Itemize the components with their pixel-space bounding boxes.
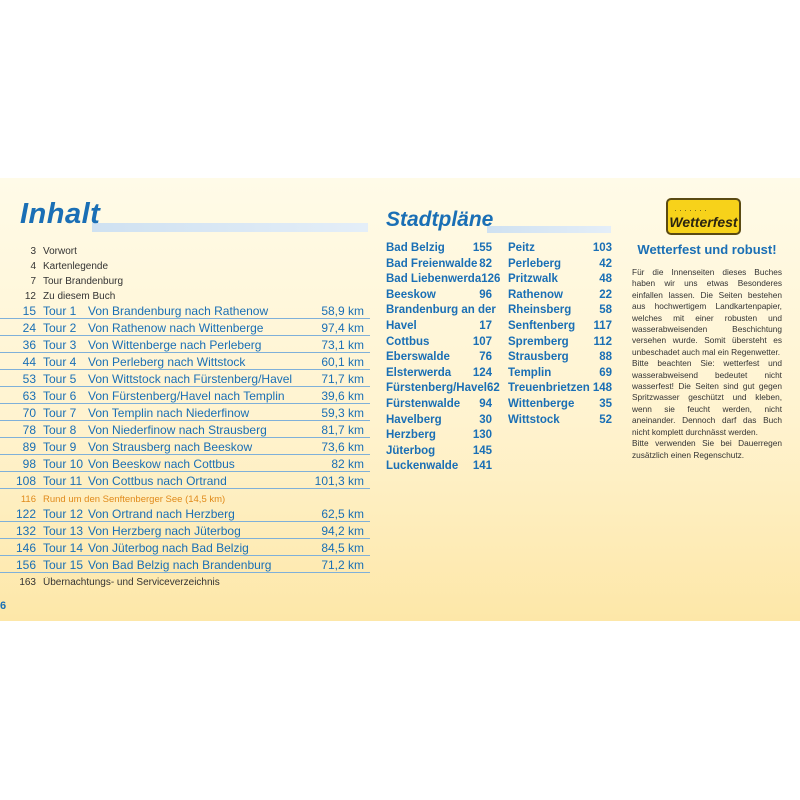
city-entry bbox=[386, 304, 496, 320]
toc-entry-text: Von Herzberg nach Jüterbog bbox=[88, 524, 241, 538]
toc-page-number: 15 bbox=[22, 304, 36, 318]
city-entry bbox=[386, 289, 492, 305]
toc-entry-text: Tour Brandenburg bbox=[43, 276, 124, 287]
city-name: Templin bbox=[508, 366, 552, 379]
city-entry bbox=[386, 414, 492, 430]
city-page: 107 bbox=[472, 335, 492, 348]
city-page: 88 bbox=[599, 351, 612, 364]
toc-entry bbox=[0, 522, 370, 539]
toc-distance: 73,6 km bbox=[321, 440, 364, 454]
city-entry bbox=[386, 429, 492, 445]
toc-tour-label: Tour 13 bbox=[43, 524, 84, 538]
toc-entry bbox=[0, 455, 370, 472]
table-of-contents bbox=[0, 242, 370, 588]
toc-entry-text: Von Rathenow nach Wittenberge bbox=[88, 321, 264, 335]
toc-entry-text: Von Niederfinow nach Strausberg bbox=[88, 423, 267, 437]
city-entry bbox=[508, 367, 612, 383]
city-entry bbox=[386, 445, 492, 461]
wetterfest-badge bbox=[666, 198, 741, 235]
title-underline-bar bbox=[92, 223, 368, 232]
toc-tour-label: Tour 2 bbox=[43, 321, 77, 335]
city-page: 94 bbox=[479, 397, 492, 410]
city-page: 126 bbox=[481, 273, 501, 286]
toc-tour-label: Tour 12 bbox=[43, 507, 84, 521]
toc-page-number: 146 bbox=[15, 541, 36, 555]
inhalt-title: Inhalt bbox=[20, 198, 101, 230]
toc-distance: 73,1 km bbox=[321, 338, 364, 352]
toc-distance: 84,5 km bbox=[321, 541, 364, 555]
city-entry bbox=[508, 258, 612, 274]
city-name: Perleberg bbox=[508, 257, 562, 270]
toc-tour-label: Tour 6 bbox=[43, 389, 77, 403]
toc-tour-label: Tour 11 bbox=[43, 474, 83, 488]
toc-distance: 71,2 km bbox=[321, 558, 364, 572]
city-name: Herzberg bbox=[386, 429, 436, 442]
city-name: Beeskow bbox=[386, 288, 436, 301]
city-entry bbox=[386, 398, 492, 414]
city-name: Pritzwalk bbox=[508, 273, 558, 286]
toc-entry-text: Von Beeskow nach Cottbus bbox=[88, 457, 235, 471]
city-page: 22 bbox=[599, 288, 612, 301]
city-entry bbox=[386, 320, 492, 336]
toc-tour-label: Tour 4 bbox=[43, 355, 77, 369]
toc-page-number: 108 bbox=[15, 474, 36, 488]
city-name: Senftenberg bbox=[508, 319, 576, 332]
toc-entry bbox=[0, 287, 370, 302]
toc-entry bbox=[0, 404, 370, 421]
city-entry bbox=[508, 382, 612, 398]
toc-page-number: 53 bbox=[22, 372, 36, 386]
toc-tour-label: Tour 14 bbox=[43, 541, 84, 555]
city-name: Eberswalde bbox=[386, 351, 450, 364]
toc-page-number: 3 bbox=[30, 246, 36, 257]
city-entry bbox=[508, 289, 612, 305]
city-entry bbox=[508, 304, 612, 320]
city-name: Treuenbrietzen bbox=[508, 382, 590, 395]
toc-entry-text: Von Wittenberge nach Perleberg bbox=[88, 338, 262, 352]
toc-entry bbox=[0, 505, 370, 522]
city-page: 117 bbox=[593, 319, 612, 332]
toc-page-number: 98 bbox=[22, 457, 36, 471]
toc-page-number: 156 bbox=[15, 558, 36, 572]
toc-entry bbox=[0, 242, 370, 257]
toc-distance: 60,1 km bbox=[321, 355, 364, 369]
toc-entry-text: Von Perleberg nach Wittstock bbox=[88, 355, 246, 369]
toc-entry-text: Von Fürstenberg/Havel nach Templin bbox=[88, 389, 285, 403]
wetterfest-paragraph: Für die Innenseiten dieses Buches haben wir uns etwas Besonderes einfallen lassen. Die Seiten bestehen aus hochwertigem Landkartenpapier, welches mit einer robusten und wasserabweisenden Beschichtung versehen wurde. Somit übersteht es unbeschadet auch mal ein Regenwetter. bbox=[632, 267, 782, 357]
page-number: 6 bbox=[0, 600, 7, 612]
city-name: Wittstock bbox=[508, 413, 560, 426]
city-entry bbox=[508, 398, 612, 414]
wetterfest-body bbox=[632, 267, 782, 461]
toc-page-number: 163 bbox=[19, 577, 36, 588]
toc-page-number: 132 bbox=[15, 524, 36, 538]
city-page: 141 bbox=[472, 460, 492, 473]
city-name: Fürstenwalde bbox=[386, 397, 461, 410]
city-page: 62 bbox=[486, 382, 500, 395]
wetterfest-heading: Wetterfest und robust! bbox=[637, 242, 777, 257]
toc-tour-label: Tour 5 bbox=[43, 372, 77, 386]
wetterfest-badge-label: Wetterfest bbox=[669, 214, 738, 230]
city-entry bbox=[508, 351, 612, 367]
city-name: Bad Belzig bbox=[386, 242, 445, 254]
city-page: 69 bbox=[599, 366, 612, 379]
toc-tour-label: Tour 1 bbox=[43, 304, 77, 318]
toc-page-number: 44 bbox=[22, 355, 36, 369]
city-entry bbox=[508, 336, 612, 352]
city-name: Fürstenberg/Havel bbox=[386, 382, 487, 395]
toc-page-number: 4 bbox=[30, 261, 36, 272]
toc-entry-text: Rund um den Senftenberger See (14,5 km) bbox=[43, 494, 226, 505]
toc-tour-label: Tour 7 bbox=[43, 406, 77, 420]
city-page: 17 bbox=[479, 319, 492, 332]
city-page: 103 bbox=[592, 242, 612, 254]
city-entry bbox=[386, 336, 492, 352]
toc-distance: 71,7 km bbox=[321, 372, 364, 386]
toc-page-number: 12 bbox=[24, 291, 36, 302]
raindrops-icon: ․․․․․․․ bbox=[674, 203, 710, 213]
toc-tour-label: Tour 3 bbox=[43, 338, 77, 352]
toc-entry-text: Zu diesem Buch bbox=[43, 291, 116, 302]
city-name: Rathenow bbox=[508, 288, 563, 301]
city-name: Wittenberge bbox=[508, 397, 575, 410]
toc-entry bbox=[0, 489, 370, 505]
toc-page-number: 63 bbox=[22, 389, 36, 403]
book-page bbox=[0, 178, 800, 621]
toc-entry bbox=[0, 438, 370, 455]
toc-entry-text: Von Jüterbog nach Bad Belzig bbox=[88, 541, 249, 555]
city-name: Luckenwalde bbox=[386, 460, 459, 473]
city-page: 48 bbox=[599, 273, 612, 286]
toc-tour-label: Tour 15 bbox=[43, 558, 84, 572]
toc-distance: 97,4 km bbox=[321, 321, 364, 335]
toc-entry bbox=[0, 472, 370, 489]
toc-distance: 59,3 km bbox=[321, 406, 364, 420]
city-page: 112 bbox=[593, 335, 612, 348]
toc-entry bbox=[0, 319, 370, 336]
toc-page-number: 70 bbox=[22, 406, 36, 420]
toc-distance: 81,7 km bbox=[321, 423, 364, 437]
city-page: 35 bbox=[599, 397, 612, 410]
toc-entry bbox=[0, 539, 370, 556]
toc-entry-text: Von Cottbus nach Ortrand bbox=[88, 474, 227, 488]
toc-entry bbox=[0, 272, 370, 287]
city-page: 76 bbox=[479, 351, 492, 364]
toc-entry bbox=[0, 257, 370, 272]
toc-page-number: 78 bbox=[22, 423, 36, 437]
toc-entry-text: Von Bad Belzig nach Brandenburg bbox=[88, 558, 272, 572]
city-entry bbox=[508, 414, 612, 430]
toc-distance: 58,9 km bbox=[321, 304, 364, 318]
city-list-column-1 bbox=[386, 242, 501, 476]
city-page: 96 bbox=[479, 288, 492, 301]
toc-tour-label: Tour 10 bbox=[43, 457, 84, 471]
wetterfest-paragraph: Bitte beachten Sie: wetterfest und wasserabweisend bedeutet nicht wasserfest! Die Seiten sind gut gegen Spritzwasser geschützt und kleben, wenn sie feucht werden, nicht aneinander. Dennoch darf das Buch nicht komplett durchnässt werden. bbox=[632, 358, 782, 437]
toc-entry bbox=[0, 302, 370, 319]
city-name: Peitz bbox=[508, 242, 535, 254]
toc-entry-text: Kartenlegende bbox=[43, 261, 109, 272]
city-name: Brandenburg an der bbox=[386, 304, 496, 317]
city-page: 42 bbox=[599, 257, 612, 270]
toc-tour-label: Tour 9 bbox=[43, 440, 77, 454]
toc-entry bbox=[0, 573, 370, 588]
toc-entry-text: Vorwort bbox=[43, 246, 77, 257]
toc-page-number: 24 bbox=[22, 321, 36, 335]
toc-distance: 39,6 km bbox=[321, 389, 364, 403]
toc-page-number: 89 bbox=[22, 440, 36, 454]
city-entry bbox=[386, 367, 492, 383]
toc-entry-text: Von Strausberg nach Beeskow bbox=[88, 440, 253, 454]
toc-entry-text: Von Templin nach Niederfinow bbox=[88, 406, 250, 420]
city-list-column-2 bbox=[508, 242, 612, 429]
city-entry bbox=[386, 258, 492, 274]
city-page: 130 bbox=[472, 429, 492, 442]
city-page: 145 bbox=[472, 444, 492, 457]
toc-entry bbox=[0, 336, 370, 353]
city-name: Rheinsberg bbox=[508, 304, 572, 317]
city-name: Bad Freienwalde bbox=[386, 257, 478, 270]
city-page: 82 bbox=[479, 257, 492, 270]
toc-page-number: 116 bbox=[20, 494, 36, 505]
toc-entry-text: Von Ortrand nach Herzberg bbox=[88, 507, 235, 521]
toc-entry-text: Übernachtungs- und Serviceverzeichnis bbox=[43, 577, 220, 588]
toc-distance: 82 km bbox=[331, 457, 364, 471]
city-page: 124 bbox=[472, 366, 492, 379]
toc-entry-text: Von Brandenburg nach Rathenow bbox=[88, 304, 269, 318]
city-name: Bad Liebenwerda bbox=[386, 273, 482, 286]
city-entry bbox=[508, 273, 612, 289]
toc-entry bbox=[0, 387, 370, 404]
city-name: Strausberg bbox=[508, 351, 569, 364]
city-page: 58 bbox=[599, 304, 612, 317]
city-entry bbox=[386, 273, 501, 289]
city-entry bbox=[508, 242, 612, 258]
toc-page-number: 36 bbox=[22, 338, 36, 352]
city-page: 148 bbox=[592, 382, 612, 395]
city-name: Cottbus bbox=[386, 335, 430, 348]
toc-distance: 62,5 km bbox=[321, 507, 364, 521]
toc-distance: 101,3 km bbox=[314, 474, 364, 488]
toc-page-number: 122 bbox=[15, 507, 36, 521]
toc-distance: 94,2 km bbox=[321, 524, 364, 538]
wetterfest-paragraph: Bitte verwenden Sie bei Dauerregen zusätzlich einen Regenschutz. bbox=[632, 438, 782, 460]
city-name: Jüterbog bbox=[386, 444, 436, 457]
city-entry bbox=[386, 242, 492, 258]
toc-entry-text: Von Wittstock nach Fürstenberg/Havel bbox=[88, 372, 293, 386]
city-entry bbox=[386, 351, 492, 367]
toc-entry bbox=[0, 353, 370, 370]
city-page: 52 bbox=[599, 413, 612, 426]
city-name: Havel bbox=[386, 319, 417, 332]
city-page: 155 bbox=[472, 242, 492, 254]
stadtplaene-title: Stadtpläne bbox=[386, 208, 494, 231]
city-page: 30 bbox=[479, 413, 492, 426]
stadtplaene-underline-bar bbox=[487, 226, 611, 233]
city-name: Havelberg bbox=[386, 413, 442, 426]
city-entry bbox=[508, 320, 612, 336]
city-entry bbox=[386, 382, 500, 398]
toc-entry bbox=[0, 556, 370, 573]
city-entry bbox=[386, 460, 492, 476]
city-name: Spremberg bbox=[508, 335, 569, 348]
toc-entry bbox=[0, 421, 370, 438]
toc-tour-label: Tour 8 bbox=[43, 423, 77, 437]
city-name: Elsterwerda bbox=[386, 366, 452, 379]
toc-entry bbox=[0, 370, 370, 387]
toc-page-number: 7 bbox=[30, 276, 36, 287]
